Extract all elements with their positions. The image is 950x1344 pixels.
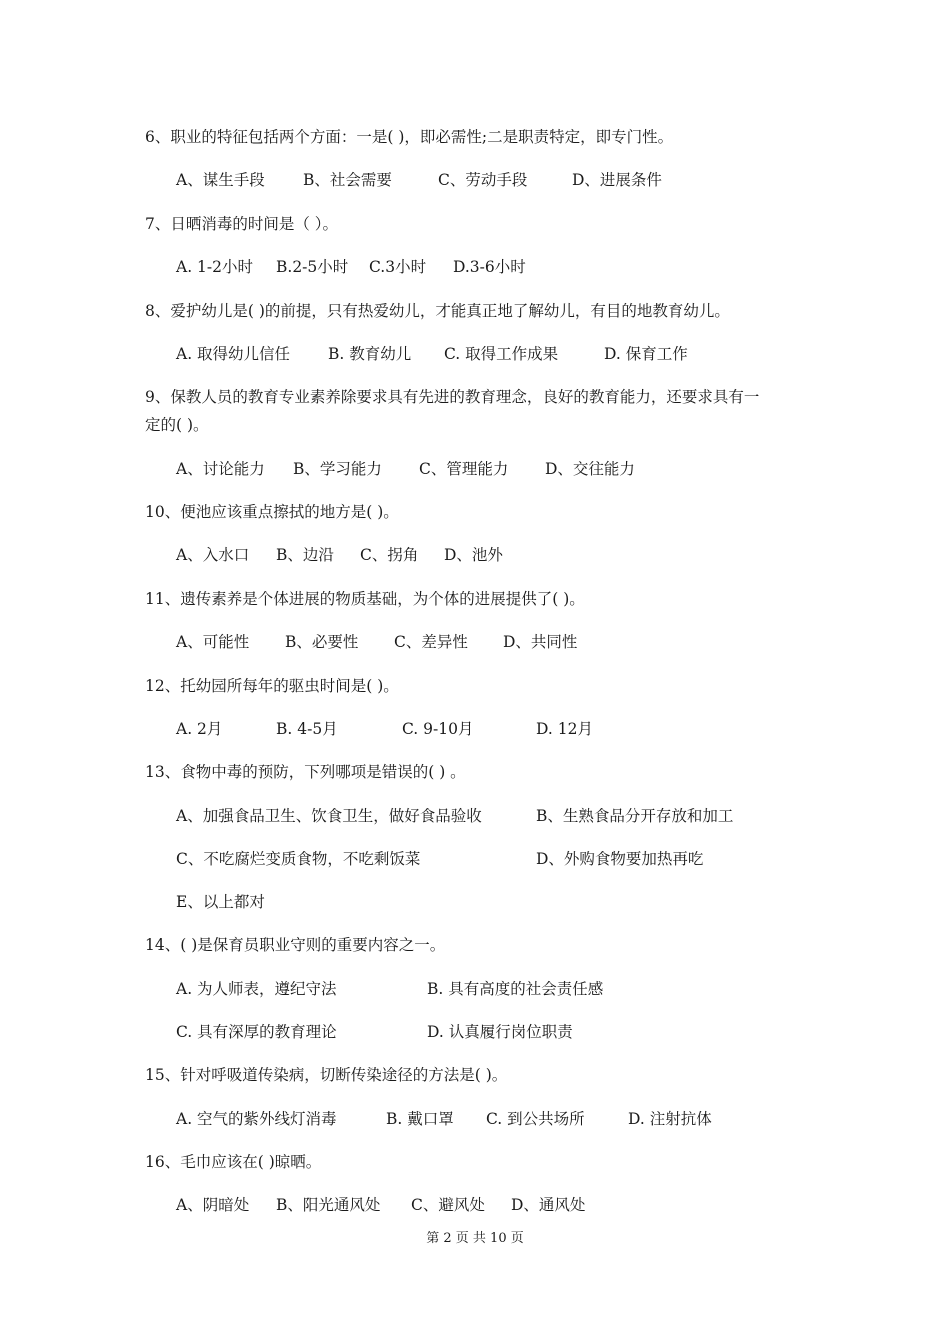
question-14-options-row-1 xyxy=(176,977,896,1001)
question-6-options xyxy=(176,168,896,192)
option-c: C、管理能力 xyxy=(419,460,509,478)
question-15-stem: 15、针对呼吸道传染病，切断传染途径的方法是( )。 xyxy=(145,1066,508,1084)
question-7-stem: 7、日晒消毒的时间是（ ）。 xyxy=(145,215,339,233)
question-16-options xyxy=(176,1193,896,1217)
option-c: C. 到公共场所 xyxy=(486,1110,585,1128)
option-c: C、差异性 xyxy=(394,633,468,651)
question-12-options xyxy=(176,717,896,741)
option-e: E、以上都对 xyxy=(176,893,265,911)
option-a: A. 为人师表，遵纪守法 xyxy=(176,980,337,998)
option-a: A、阴暗处 xyxy=(176,1196,250,1214)
option-b: B.2-5小时 xyxy=(276,258,349,276)
option-d: D. 保育工作 xyxy=(604,345,688,363)
question-8-options xyxy=(176,342,896,366)
option-a: A、入水口 xyxy=(176,546,250,564)
question-10-stem: 10、便池应该重点擦拭的地方是( )。 xyxy=(145,503,399,521)
option-b: B、必要性 xyxy=(285,633,359,651)
option-d: D、进展条件 xyxy=(572,171,662,189)
option-c: C、不吃腐烂变质食物，不吃剩饭菜 xyxy=(176,850,421,868)
question-9-stem-line-1: 9、保教人员的教育专业素养除要求具有先进的教育理念，良好的教育能力，还要求具有一 xyxy=(145,388,760,406)
option-c: C. 取得工作成果 xyxy=(444,345,559,363)
question-13-stem: 13、食物中毒的预防，下列哪项是错误的( ) 。 xyxy=(145,763,466,781)
option-c: C、拐角 xyxy=(360,546,419,564)
option-b: B. 教育幼儿 xyxy=(328,345,412,363)
option-c: C.3小时 xyxy=(369,258,427,276)
option-d: D、池外 xyxy=(444,546,503,564)
question-9-options xyxy=(176,457,896,481)
question-7-options xyxy=(176,255,896,279)
option-d: D. 注射抗体 xyxy=(628,1110,712,1128)
option-d: D、共同性 xyxy=(503,633,578,651)
question-14-options-row-2 xyxy=(176,1020,896,1044)
question-9-stem-line-2: 定的( )。 xyxy=(145,416,209,434)
option-a: A、加强食品卫生、饮食卫生，做好食品验收 xyxy=(176,807,482,825)
page-number-footer: 第 2 页 共 10 页 xyxy=(426,1231,524,1246)
question-13-options-row-2 xyxy=(176,847,896,871)
question-13-options-row-3 xyxy=(176,890,896,914)
option-a: A、可能性 xyxy=(176,633,250,651)
option-a: A、谋生手段 xyxy=(176,171,265,189)
question-11-options xyxy=(176,630,896,654)
question-10-options xyxy=(176,543,896,567)
question-12-stem: 12、托幼园所每年的驱虫时间是( )。 xyxy=(145,677,399,695)
option-a: A. 1-2小时 xyxy=(176,258,254,276)
option-b: B、阳光通风处 xyxy=(276,1196,381,1214)
option-b: B. 戴口罩 xyxy=(386,1110,454,1128)
option-b: B. 具有高度的社会责任感 xyxy=(427,980,604,998)
option-c: C、劳动手段 xyxy=(438,171,528,189)
option-d: D. 认真履行岗位职责 xyxy=(427,1023,573,1041)
question-13-options-row-1 xyxy=(176,804,896,828)
option-b: B、边沿 xyxy=(276,546,334,564)
option-a: A、讨论能力 xyxy=(176,460,265,478)
option-a: A. 取得幼儿信任 xyxy=(176,345,291,363)
option-b: B、学习能力 xyxy=(293,460,382,478)
option-a: A. 2月 xyxy=(176,720,223,738)
option-d: D.3-6小时 xyxy=(453,258,526,276)
question-16-stem: 16、毛巾应该在( )晾晒。 xyxy=(145,1153,322,1171)
option-b: B、生熟食品分开存放和加工 xyxy=(536,807,734,825)
option-c: C、避风处 xyxy=(411,1196,485,1214)
question-8-stem: 8、爱护幼儿是( )的前提，只有热爱幼儿，才能真正地了解幼儿，有目的地教育幼儿。 xyxy=(145,302,730,320)
option-a: A. 空气的紫外线灯消毒 xyxy=(176,1110,337,1128)
option-d: D、交往能力 xyxy=(545,460,635,478)
question-15-options xyxy=(176,1107,896,1131)
option-b: B. 4-5月 xyxy=(276,720,338,738)
option-c: C. 具有深厚的教育理论 xyxy=(176,1023,337,1041)
option-b: B、社会需要 xyxy=(303,171,392,189)
option-c: C. 9-10月 xyxy=(402,720,474,738)
option-d: D. 12月 xyxy=(536,720,593,738)
question-14-stem: 14、( )是保育员职业守则的重要内容之一。 xyxy=(145,936,446,954)
option-d: D、通风处 xyxy=(511,1196,586,1214)
question-11-stem: 11、遗传素养是个体进展的物质基础，为个体的进展提供了( )。 xyxy=(145,590,585,608)
option-d: D、外购食物要加热再吃 xyxy=(536,850,704,868)
question-6-stem: 6、职业的特征包括两个方面：一是( )，即必需性;二是职责特定，即专门性。 xyxy=(145,128,674,146)
